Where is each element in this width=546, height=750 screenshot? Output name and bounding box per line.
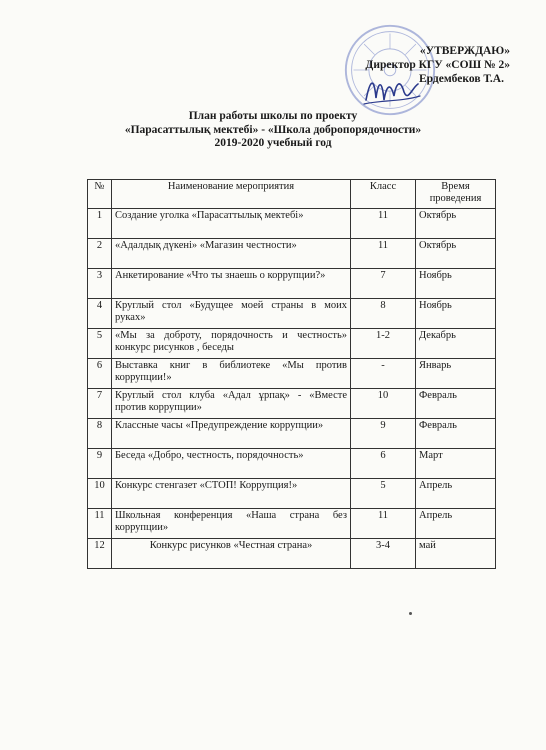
- row-event-name: Создание уголка «Парасаттылық мектебі»: [112, 209, 351, 239]
- header-time: Время проведения: [416, 180, 496, 209]
- row-number: 11: [88, 509, 112, 539]
- row-class: 11: [351, 509, 416, 539]
- table-header-row: [88, 180, 496, 209]
- row-time: Февраль: [416, 419, 496, 449]
- title-line-project: «Парасаттылық мектебі» - «Школа добропорядочности»: [124, 123, 422, 136]
- table-row: [88, 359, 496, 389]
- row-class: 11: [351, 209, 416, 239]
- row-number: 4: [88, 299, 112, 329]
- row-number: 7: [88, 389, 112, 419]
- row-class: 10: [351, 389, 416, 419]
- row-event-name: «Адалдық дүкені» «Магазин честности»: [112, 239, 351, 269]
- table-row: [88, 239, 496, 269]
- row-time: Декабрь: [416, 329, 496, 359]
- title-line-plan: План работы школы по проекту: [188, 110, 358, 122]
- row-event-name: Круглый стол клуба «Адал ұрпақ» - «Вместе против коррупции»: [112, 389, 351, 419]
- row-class: 6: [351, 449, 416, 479]
- row-class: 5: [351, 479, 416, 509]
- approval-position: Директор КГУ «СОШ № 2»: [365, 59, 510, 71]
- row-event-name: Школьная конференция «Наша страна без коррупции»: [112, 509, 351, 539]
- row-class: 1-2: [351, 329, 416, 359]
- row-event-name: Выставка книг в библиотеке «Мы против коррупции!»: [112, 359, 351, 389]
- row-number: 12: [88, 539, 112, 569]
- table-row: [88, 449, 496, 479]
- table-row: [88, 539, 496, 569]
- approval-director-name: Ердембеков Т.А.: [419, 73, 504, 85]
- row-class: -: [351, 359, 416, 389]
- row-number: 5: [88, 329, 112, 359]
- table-row: [88, 209, 496, 239]
- header-class: Класс: [351, 180, 416, 209]
- row-number: 8: [88, 419, 112, 449]
- row-number: 1: [88, 209, 112, 239]
- header-number: №: [88, 180, 112, 209]
- row-event-name: Круглый стол «Будущее моей страны в моих руках»: [112, 299, 351, 329]
- row-class: 11: [351, 239, 416, 269]
- row-number: 10: [88, 479, 112, 509]
- row-time: Октябрь: [416, 239, 496, 269]
- handwritten-signature-icon: [360, 70, 424, 110]
- document-title: [0, 110, 546, 151]
- row-time: Февраль: [416, 389, 496, 419]
- row-event-name: Конкурс стенгазет «СТОП! Коррупция!»: [112, 479, 351, 509]
- row-event-name: Беседа «Добро, честность, порядочность»: [112, 449, 351, 479]
- row-event-name: «Мы за доброту, порядочность и честность» конкурс рисунков , беседы: [112, 329, 351, 359]
- stray-mark: [409, 612, 412, 615]
- table-row: [88, 329, 496, 359]
- row-time: Январь: [416, 359, 496, 389]
- row-class: 9: [351, 419, 416, 449]
- row-time: Октябрь: [416, 209, 496, 239]
- row-number: 6: [88, 359, 112, 389]
- row-number: 3: [88, 269, 112, 299]
- row-number: 9: [88, 449, 112, 479]
- row-time: Март: [416, 449, 496, 479]
- table-row: [88, 509, 496, 539]
- table-row: [88, 299, 496, 329]
- row-time: Ноябрь: [416, 269, 496, 299]
- table-row: [88, 419, 496, 449]
- row-class: 3-4: [351, 539, 416, 569]
- row-event-name: Классные часы «Предупреждение коррупции»: [112, 419, 351, 449]
- row-number: 2: [88, 239, 112, 269]
- row-time: май: [416, 539, 496, 569]
- row-event-name: Конкурс рисунков «Честная страна»: [112, 539, 351, 569]
- header-event-name: Наименование мероприятия: [112, 180, 351, 209]
- title-line-year: 2019-2020 учебный год: [214, 137, 332, 149]
- row-class: 8: [351, 299, 416, 329]
- table-row: [88, 269, 496, 299]
- row-time: Апрель: [416, 479, 496, 509]
- table-row: [88, 389, 496, 419]
- row-class: 7: [351, 269, 416, 299]
- approval-heading: «УТВЕРЖДАЮ»: [419, 45, 510, 57]
- row-time: Ноябрь: [416, 299, 496, 329]
- table-row: [88, 479, 496, 509]
- row-time: Апрель: [416, 509, 496, 539]
- row-event-name: Анкетирование «Что ты знаешь о коррупции?»: [112, 269, 351, 299]
- events-table: [87, 179, 496, 569]
